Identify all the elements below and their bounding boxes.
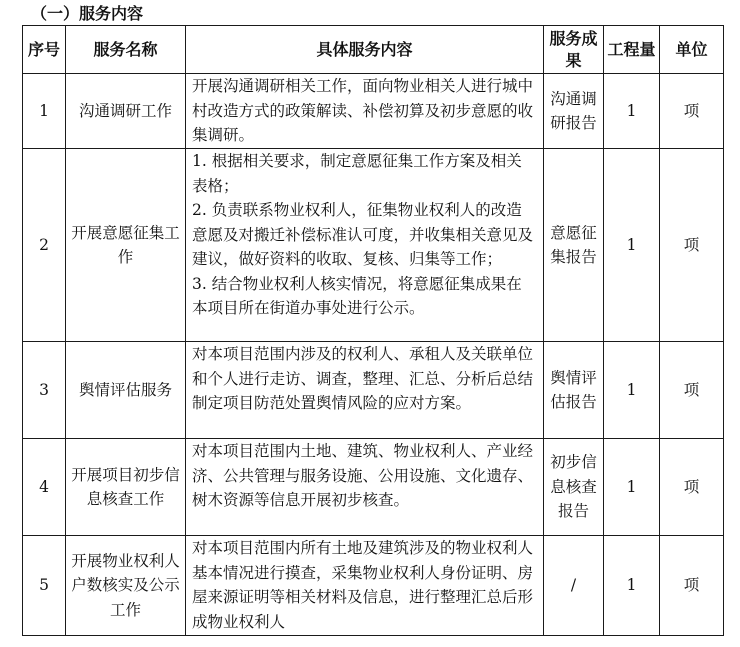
table-row xyxy=(23,536,724,636)
cell-result: 沟通调研报告 xyxy=(544,74,604,149)
content-line: 对本项目范围内土地、建筑、物业权利人、产业经济、公共管理与服务设施、公用设施、文化遗存、树木资源等信息开展初步核查。 xyxy=(192,442,534,509)
header-name: 服务名称 xyxy=(66,26,186,74)
cell-unit: 项 xyxy=(660,536,724,636)
header-content: 具体服务内容 xyxy=(186,26,544,74)
cell-unit: 项 xyxy=(660,342,724,439)
cell-name: 开展项目初步信息核查工作 xyxy=(66,439,186,536)
cell-no: 4 xyxy=(23,439,66,536)
cell-result: 初步信息核查报告 xyxy=(544,439,604,536)
table-row xyxy=(23,342,724,439)
cell-content xyxy=(186,342,544,439)
table-header-row xyxy=(23,26,724,74)
table-row xyxy=(23,439,724,536)
cell-qty: 1 xyxy=(604,149,660,342)
cell-content xyxy=(186,74,544,149)
cell-qty: 1 xyxy=(604,439,660,536)
cell-qty: 1 xyxy=(604,536,660,636)
content-line: 2. 负责联系物业权利人，征集物业权利人的改造意愿及对搬迁补偿标准认可度，并收集相关意见及建议，做好资料的收取、复核、归集等工作； xyxy=(192,201,534,268)
header-qty: 工程量 xyxy=(604,26,660,74)
content-line: 1. 根据相关要求，制定意愿征集工作方案及相关表格； xyxy=(192,152,522,195)
content-line: 对本项目范围内所有土地及建筑涉及的物业权利人基本情况进行摸查，采集物业权利人身份证明、房屋来源证明等相关材料及信息，进行整理汇总后形成物业权利人 xyxy=(192,539,534,631)
header-no: 序号 xyxy=(23,26,66,74)
header-result: 服务成果 xyxy=(544,26,604,74)
content-line: 对本项目范围内涉及的权利人、承租人及关联单位和个人进行走访、调查，整理、汇总、分析后总结制定项目防范处置舆情风险的应对方案。 xyxy=(192,345,534,412)
cell-no: 1 xyxy=(23,74,66,149)
cell-unit: 项 xyxy=(660,149,724,342)
cell-no: 2 xyxy=(23,149,66,342)
cell-name: 舆情评估服务 xyxy=(66,342,186,439)
header-unit: 单位 xyxy=(660,26,724,74)
content-line: 开展沟通调研相关工作，面向物业相关人进行城中村改造方式的政策解读、补偿初算及初步意愿的收集调研。 xyxy=(192,77,534,144)
cell-name: 开展意愿征集工作 xyxy=(66,149,186,342)
cell-unit: 项 xyxy=(660,74,724,149)
cell-no: 5 xyxy=(23,536,66,636)
cell-no: 3 xyxy=(23,342,66,439)
cell-name: 开展物业权利人户数核实及公示工作 xyxy=(66,536,186,636)
cell-content xyxy=(186,439,544,536)
cell-qty: 1 xyxy=(604,74,660,149)
cell-unit: 项 xyxy=(660,439,724,536)
service-table xyxy=(22,25,724,636)
table-row xyxy=(23,149,724,342)
cell-result: / xyxy=(544,536,604,636)
cell-content xyxy=(186,149,544,342)
content-line: 3. 结合物业权利人核实情况，将意愿征集成果在本项目所在街道办事处进行公示。 xyxy=(192,274,522,317)
cell-content xyxy=(186,536,544,636)
cell-result: 意愿征集报告 xyxy=(544,149,604,342)
cell-result: 舆情评估报告 xyxy=(544,342,604,439)
cell-qty: 1 xyxy=(604,342,660,439)
cell-name: 沟通调研工作 xyxy=(66,74,186,149)
table-row xyxy=(23,74,724,149)
section-heading: （一）服务内容 xyxy=(31,4,144,23)
